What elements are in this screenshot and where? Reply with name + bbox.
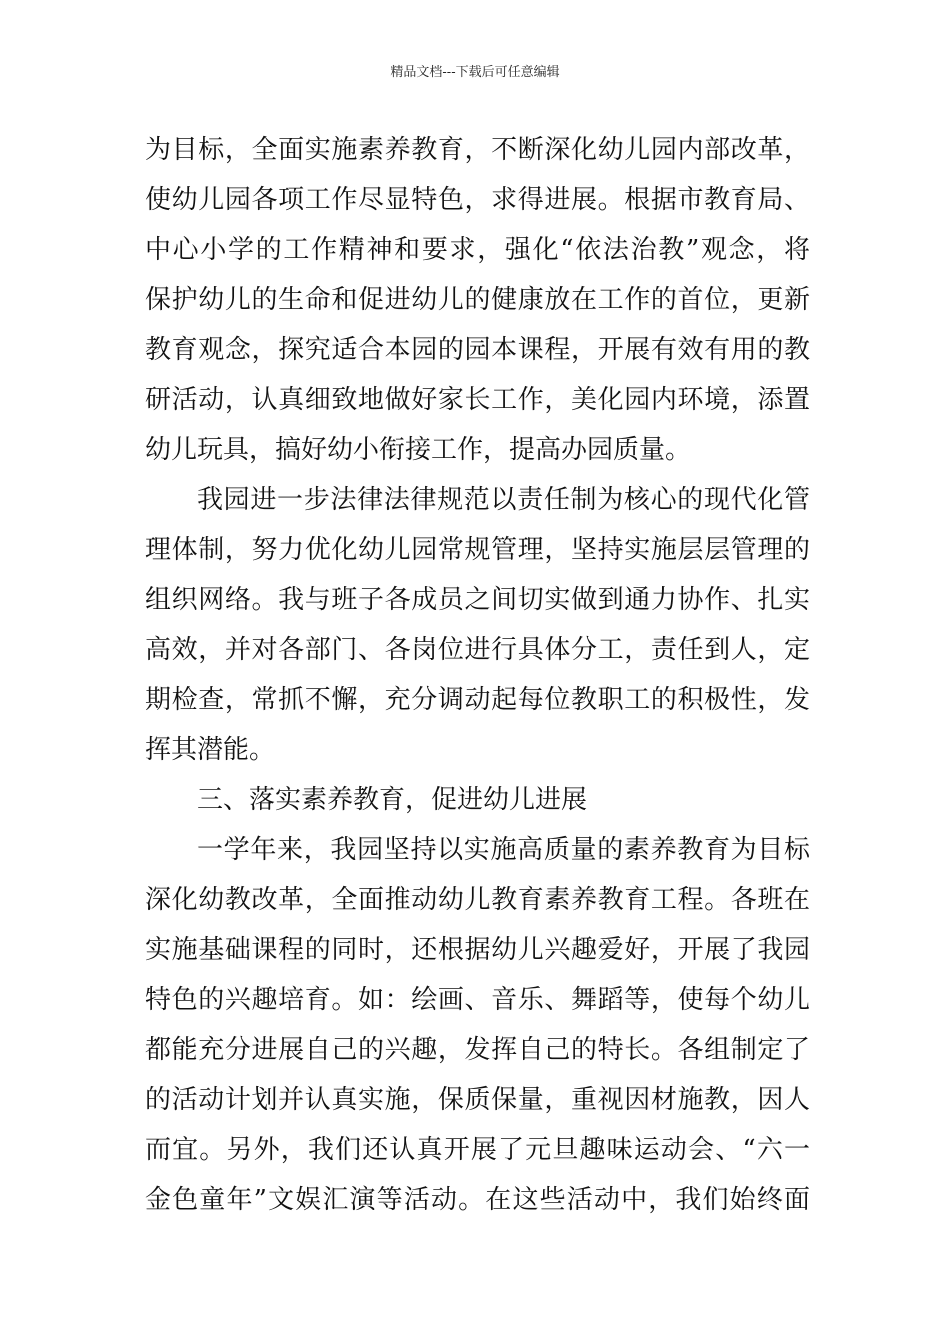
page-header: 精品文档---下载后可任意编辑 <box>390 65 560 80</box>
section-heading: 三、落实素养教育，促进幼儿进展 <box>197 785 588 815</box>
text-line: 保护幼儿的生命和促进幼儿的健康放在工作的首位，更新 <box>145 285 810 315</box>
text-line: 研活动，认真细致地做好家长工作，美化园内环境，添置 <box>145 385 810 415</box>
text-line: 深化幼教改革，全面推动幼儿教育素养教育工程。各班在 <box>145 885 810 915</box>
text-line: 使幼儿园各项工作尽显特色，求得进展。根据市教育局、 <box>145 185 810 215</box>
text-line: 特色的兴趣培育。如：绘画、音乐、舞蹈等，使每个幼儿 <box>145 985 810 1015</box>
paragraph-first-line: 一学年来，我园坚持以实施高质量的素养教育为目标 <box>197 835 810 865</box>
paragraph-first-line: 我园进一步法律法律规范以责任制为核心的现代化管 <box>197 485 810 515</box>
text-line: 而宜。另外，我们还认真开展了元旦趣味运动会、“六一 <box>145 1135 810 1165</box>
text-line: 为目标，全面实施素养教育，不断深化幼儿园内部改革， <box>145 135 810 165</box>
text-line: 的活动计划并认真实施，保质保量，重视因材施教，因人 <box>145 1085 810 1115</box>
document-body <box>145 125 810 1225</box>
text-line: 都能充分进展自己的兴趣，发挥自己的特长。各组制定了 <box>145 1035 810 1065</box>
text-line: 理体制，努力优化幼儿园常规管理，坚持实施层层管理的 <box>145 535 810 565</box>
text-line: 教育观念，探究适合本园的园本课程，开展有效有用的教 <box>145 335 810 365</box>
text-line: 挥其潜能。 <box>145 735 276 765</box>
text-line: 幼儿玩具，搞好幼小衔接工作，提高办园质量。 <box>145 435 692 465</box>
text-line: 高效，并对各部门、各岗位进行具体分工，责任到人，定 <box>145 635 810 665</box>
text-line: 期检查，常抓不懈，充分调动起每位教职工的积极性，发 <box>145 685 810 715</box>
text-line: 组织网络。我与班子各成员之间切实做到通力协作、扎实 <box>145 585 810 615</box>
text-line: 金色童年”文娱汇演等活动。在这些活动中，我们始终面 <box>145 1185 810 1215</box>
text-line: 中心小学的工作精神和要求，强化“依法治教”观念，将 <box>145 235 810 265</box>
text-line: 实施基础课程的同时，还根据幼儿兴趣爱好，开展了我园 <box>145 935 810 965</box>
